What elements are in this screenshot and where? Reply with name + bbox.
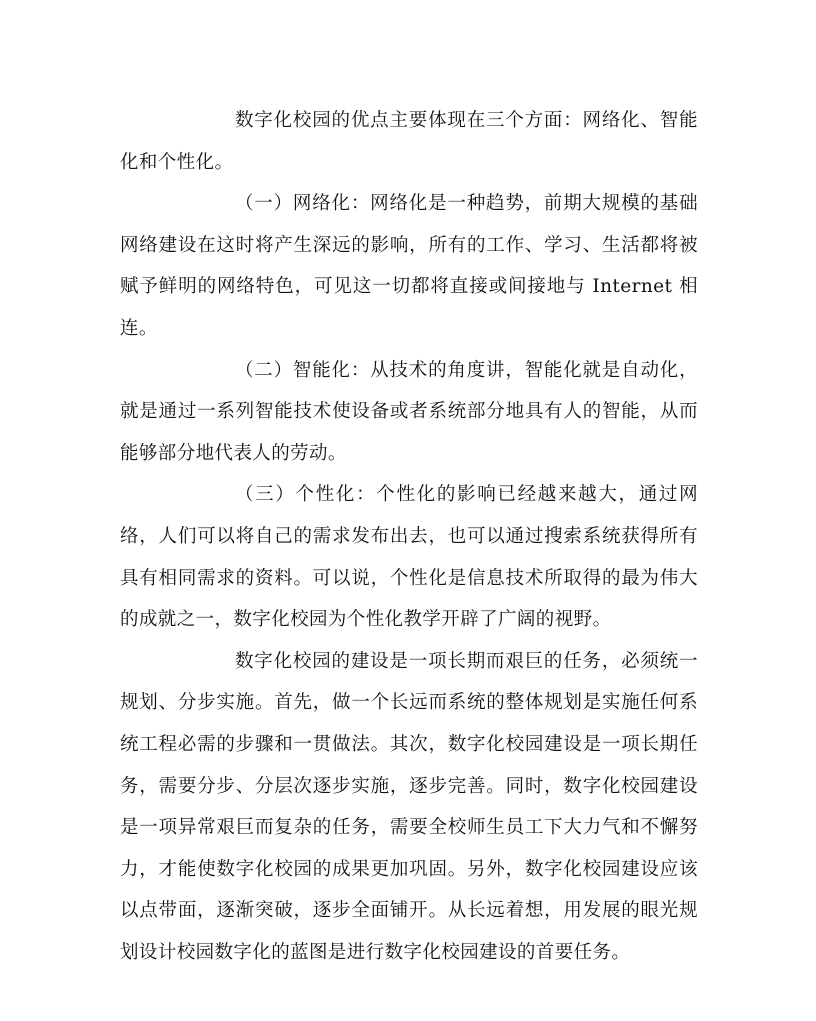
paragraph-intro: 数字化校园的优点主要体现在三个方面：网络化、智能化和个性化。 [120, 110, 698, 173]
paragraph-intelligence: （二）智能化：从技术的角度讲，智能化就是自动化，就是通过一系列智能技术使设备或者系统部分地具有人的智能，从而能够部分地代表人的劳动。 [120, 359, 698, 464]
paragraph-personalization: （三）个性化：个性化的影响已经越来越大，通过网络，人们可以将自己的需求发布出去，也可以通过搜索系统获得所有具有相同需求的资料。可以说，个性化是信息技术所取得的最为伟大的成就之一，数字化校园为个性化教学开辟了广阔的视野。 [120, 484, 698, 631]
document-body [120, 100, 698, 973]
paragraph-networking: （一）网络化：网络化是一种趋势，前期大规模的基础网络建设在这时将产生深远的影响，所有的工作、学习、生活都将被赋予鲜明的网络特色，可见这一切都将直接或间接地与 Internet 相连。 [120, 193, 698, 339]
paragraph-construction: 数字化校园的建设是一项长期而艰巨的任务，必须统一规划、分步实施。首先，做一个长远而系统的整体规划是实施任何系统工程必需的步骤和一贯做法。其次，数字化校园建设是一项长期任务，需要分步、分层次逐步实施，逐步完善。同时，数字化校园建设是一项异常艰巨而复杂的任务，需要全校师生员工下大力气和不懈努力，才能使数字化校园的成果更加巩固。另外，数字化校园建设应该以点带面，逐渐突破，逐步全面铺开。从长远着想，用发展的眼光规划设计校园数字化的蓝图是进行数字化校园建设的首要任务。 [120, 650, 698, 963]
